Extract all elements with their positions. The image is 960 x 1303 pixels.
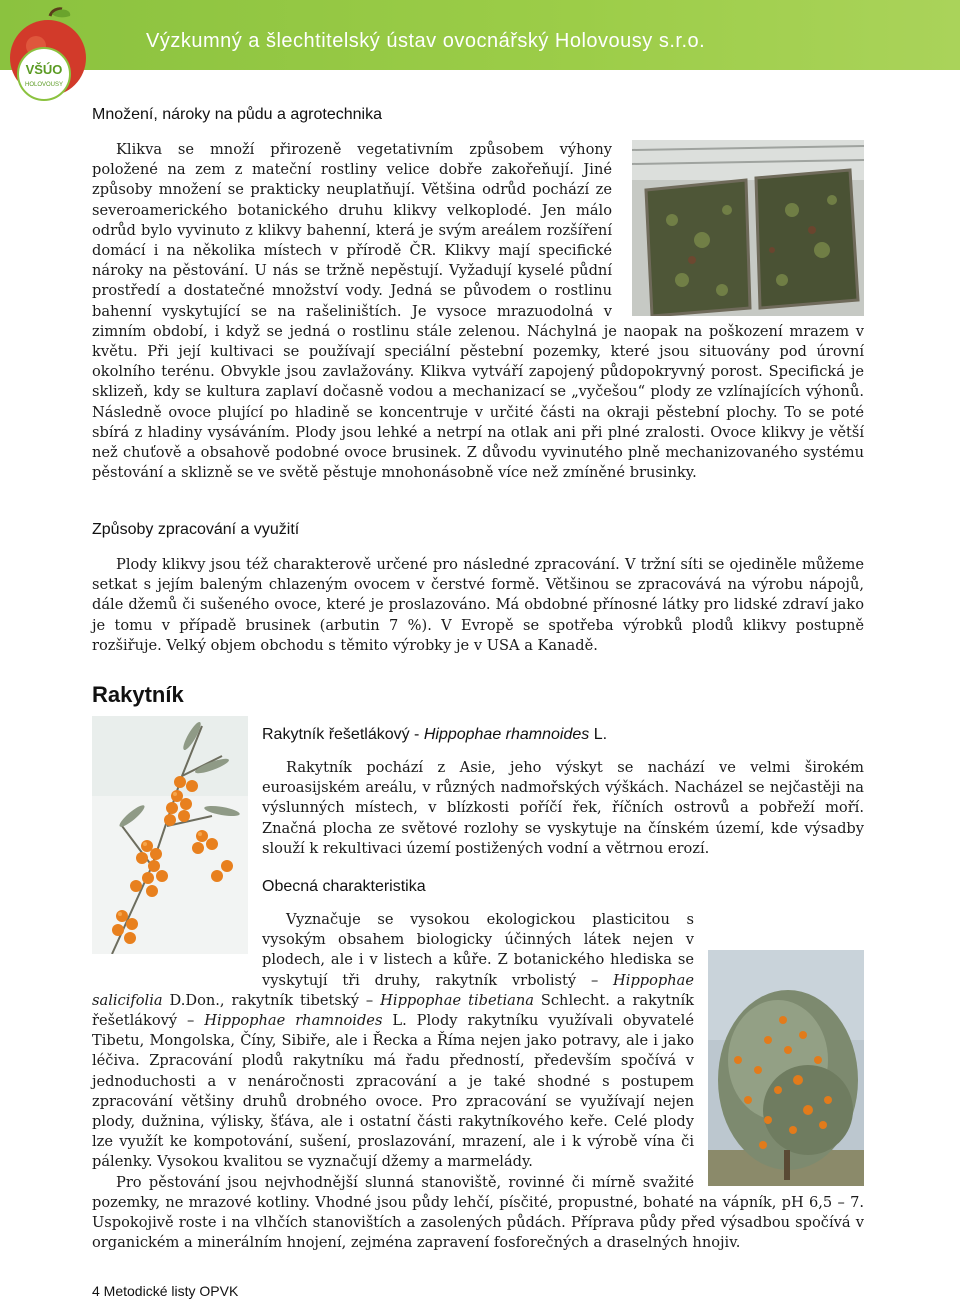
general-latin-3: Hippophae rhamnoides: [204, 1012, 383, 1030]
general-text-d: L. Plody rakytníku využívali obyvatelé Tibetu, Mongolska, Číny, Sibiře, ale i Řecka a Říma nejen jako potravy, ale i jako léčiva. Zpracování plodů rakytníku má řadu předností, především spočívá v jednoduchosti a v nenáročnosti zpracování a je také shodné s postupem zpracování většiny druhů drobného ovoce. Pro zpracování se využívají nejen plody, dužnina, výlisky, šťáva, ale i ostatní části rakytníkového keře. Celé plody lze využít ke kompotování, sušení, proslazování, mrazení, ale i k výrobě vína či pálenky. Vysokou kvalitou se vyznačují džemy a marmelády.: [92, 1012, 694, 1171]
subheading-prefix: Rakytník řešetlákový -: [262, 726, 424, 743]
rakytnik-intro-paragraph: [262, 758, 864, 859]
heading-general: Obecná charakteristika: [262, 878, 426, 895]
subheading-species: [262, 726, 607, 744]
header-banner: [0, 0, 960, 70]
general-text-p2: Pro pěstování jsou nejvhodnější slunná stanoviště, rovinné či mírně svažité pozemky, ne mrazové kotliny. Vhodné jsou půdy lehčí, písčité, propustné, bohaté na vápník, pH 6,5 – 7. Uspokojivě roste i na vlhčích stanovištích a zasolených půdách. Příprava půdy před výsadbou spočívá v organickém a minerálním hnojení, zejména zapravení fosforečných a draselných hnojiv.: [92, 1173, 864, 1252]
processing-paragraph: [92, 555, 864, 656]
general-text-c: Schlecht. a rakytník řešetlákový –: [92, 991, 694, 1030]
general-text-a: Vyznačuje se vysokou ekologickou plasticitou s vysokým obsahem biologicky účinných látek nejen v plodech, ale i v listech a kůře. Z botanického hlediska se vyskytují tři druhy, rakytník vrbolistý –: [262, 911, 694, 989]
vsuo-logo: [6, 6, 90, 110]
logo-subtext: HOLOVOUSY: [24, 82, 64, 88]
processing-text: Plody klikvy jsou též charakterově určené pro následné zpracování. V tržní síti se ojediněle můžeme setkat s jejím baleným chlazeným ovocem v čerstvé formě. Většinou se zpracovává na výrobu nápojů, dále džemů či sušeného ovoce, které je proslazováno. Má obdobné přínosné látky pro lidské zdraví jako je tomu v případě brusinek (arbutin 7 %). V Evropě se spotřeba výrobků plodů klikvy postupně rozšiřuje. Velký objem obchodu s těmito výrobky je v USA a Kanadě.: [92, 556, 864, 654]
general-latin-2: Hippophae tibetiana: [380, 991, 534, 1009]
header-title: Výzkumný a šlechtitelský ústav ovocnářský Holovousy s.r.o.: [146, 30, 706, 52]
heading-processing: Způsoby zpracování a využití: [92, 521, 300, 538]
heading-propagation: Množení, nároky na půdu a agrotechnika: [92, 106, 382, 123]
general-latin-1: Hippophae salicifolia: [92, 971, 694, 1009]
rakytnik-intro-text: Rakytník pochází z Asie, jeho výskyt se nachází ve velmi širokém euroasijském areálu, v různých nadmořských výškách. Nacházel se nejčastěji na výslunných místech, v blízkosti poříčí řek, říčních ostrovů a pobřeží moří. Značná plocha ze světové rozlohy se vyskytuje na čínském území, kde výsadby slouží k rekultivaci území postižených vodní a větrnou erozí.: [262, 759, 864, 857]
general-text-b: D.Don., rakytník tibetský –: [162, 991, 381, 1009]
propagation-text: Klikva se množí přirozeně vegetativním způsobem výhony položené na zem z mateční rostliny velice dobře zakořeňují. Jiné způsoby množení se prakticky neuplatňují. Většina odrůd pochází ze severoamerického botanického druhu klikvy velkoplodé. Jen málo odrůd bylo vyvinuto z klikvy bahenní, která je svým areálem rozšíření domácí i na několika místech v přírodě ČR. Klikvy mají specifické nároky na pěstování. U nás se tržně nepěstují. Vyžadují kyselé půdní prostředí a dostatečné množství vody. Jedná se původem o rostlinu bahenní vyskytující se na rašeliništích. Je vysoce mrazuodolná v zimním období, i když se jedná o rostlinu stále zelenou. Náchylná je naopak na poškození mrazem v květu. Při její kultivaci se používají speciální pěstební pozemky, které jsou situovány pod úrovní okolního terénu. Obvykle jsou zavlažovány. Klikva vytváří zapojený půdopokryvný porost. Specifická je sklizeň, kdy se kultura zaplaví dočasně vodou a mechanizací se „vyčešou“ plody ze vzlínajících výhonů. Následně ovoce plující po hladině se koncentruje v určité části na okraji pěstební plochy. To se poté sbírá z hladiny vysáváním. Plody jsou lehké a netrpí na otlak ani při plné zralosti. Ovoce klikvy je větší než chuťově a obsahově podobné ovoce brusinek. Z důvodu vyvinutého plně mechanizovaného systému pěstování a sklizně se ve světě pěstuje mnohonásobně více než zmíněné brusinky.: [92, 141, 864, 482]
subheading-suffix: L.: [589, 726, 608, 743]
subheading-latin: Hippophae rhamnoides: [423, 726, 590, 743]
general-paragraph-2: [92, 1173, 864, 1254]
heading-rakytnik: Rakytník: [92, 682, 184, 707]
logo-text: VŠÚO: [25, 62, 63, 77]
page-footer: 4 Metodické listy OPVK: [92, 1283, 239, 1299]
